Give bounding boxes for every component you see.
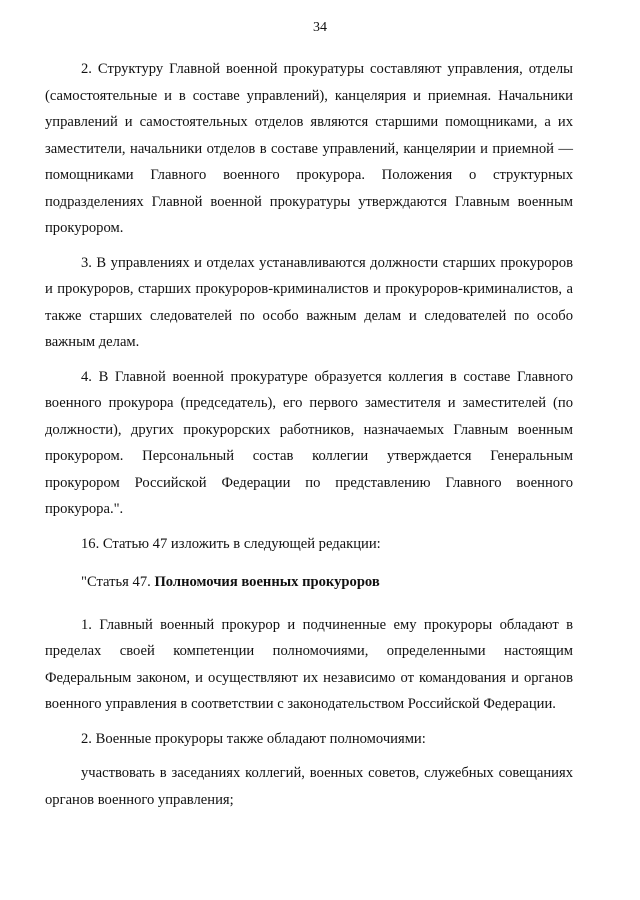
paragraph-powers-2: 2. Военные прокуроры также обладают полномочиями: [81,730,426,747]
paragraph-structure: 2. Структуру Главной военной прокуратуры составляют управления, отделы (самостоятельные и в составе управлений), канцелярия и приемная. Начальники управлений и самостоятельных отделов являются старшими помощниками, а их заместители, начальники отделов в составе управлений, канцелярии и приемной — помощниками Главного военного прокурора. Положения о структурных подразделениях Главной военной прокуратуры утверждаются Главным военным прокурором. [45,61,573,236]
page-number: 34 [313,20,327,35]
paragraph-powers-1: 1. Главный военный прокурор и подчиненные ему прокуроры обладают в пределах своей компетенции полномочиями, определенными настоящим Федеральным законом, и осуществляют их независимо от командования и органов военного управления в соответствии с законодательством Российской Федерации. [45,616,573,712]
article-heading [45,569,573,596]
article-number: "Статья 47. [81,574,155,590]
paragraph-collegium: 4. В Главной военной прокуратуре образуется коллегия в составе Главного военного прокурора (председатель), его первого заместителя и заместителей (по должности), других прокурорских работников, назначаемых Главным военным прокурором. Персональный состав коллегии утверждается Генеральным прокурором Российской Федерации по представлению Главного военного прокурора.". [45,368,573,517]
paragraph-powers-item: участвовать в заседаниях коллегий, военных советов, служебных совещаниях органов военного управления; [45,765,573,808]
article-title: Полномочия военных прокуроров [154,574,380,590]
paragraph-positions: 3. В управлениях и отделах устанавливаются должности старших прокуроров и прокуроров, старших прокуроров-криминалистов и прокуроров-криминалистов, а также старших следователей по особо важным делам и следователей по особо важным делам. [45,254,573,350]
document-body [45,56,573,813]
paragraph-amendment-16: 16. Статью 47 изложить в следующей редакции: [81,535,381,552]
